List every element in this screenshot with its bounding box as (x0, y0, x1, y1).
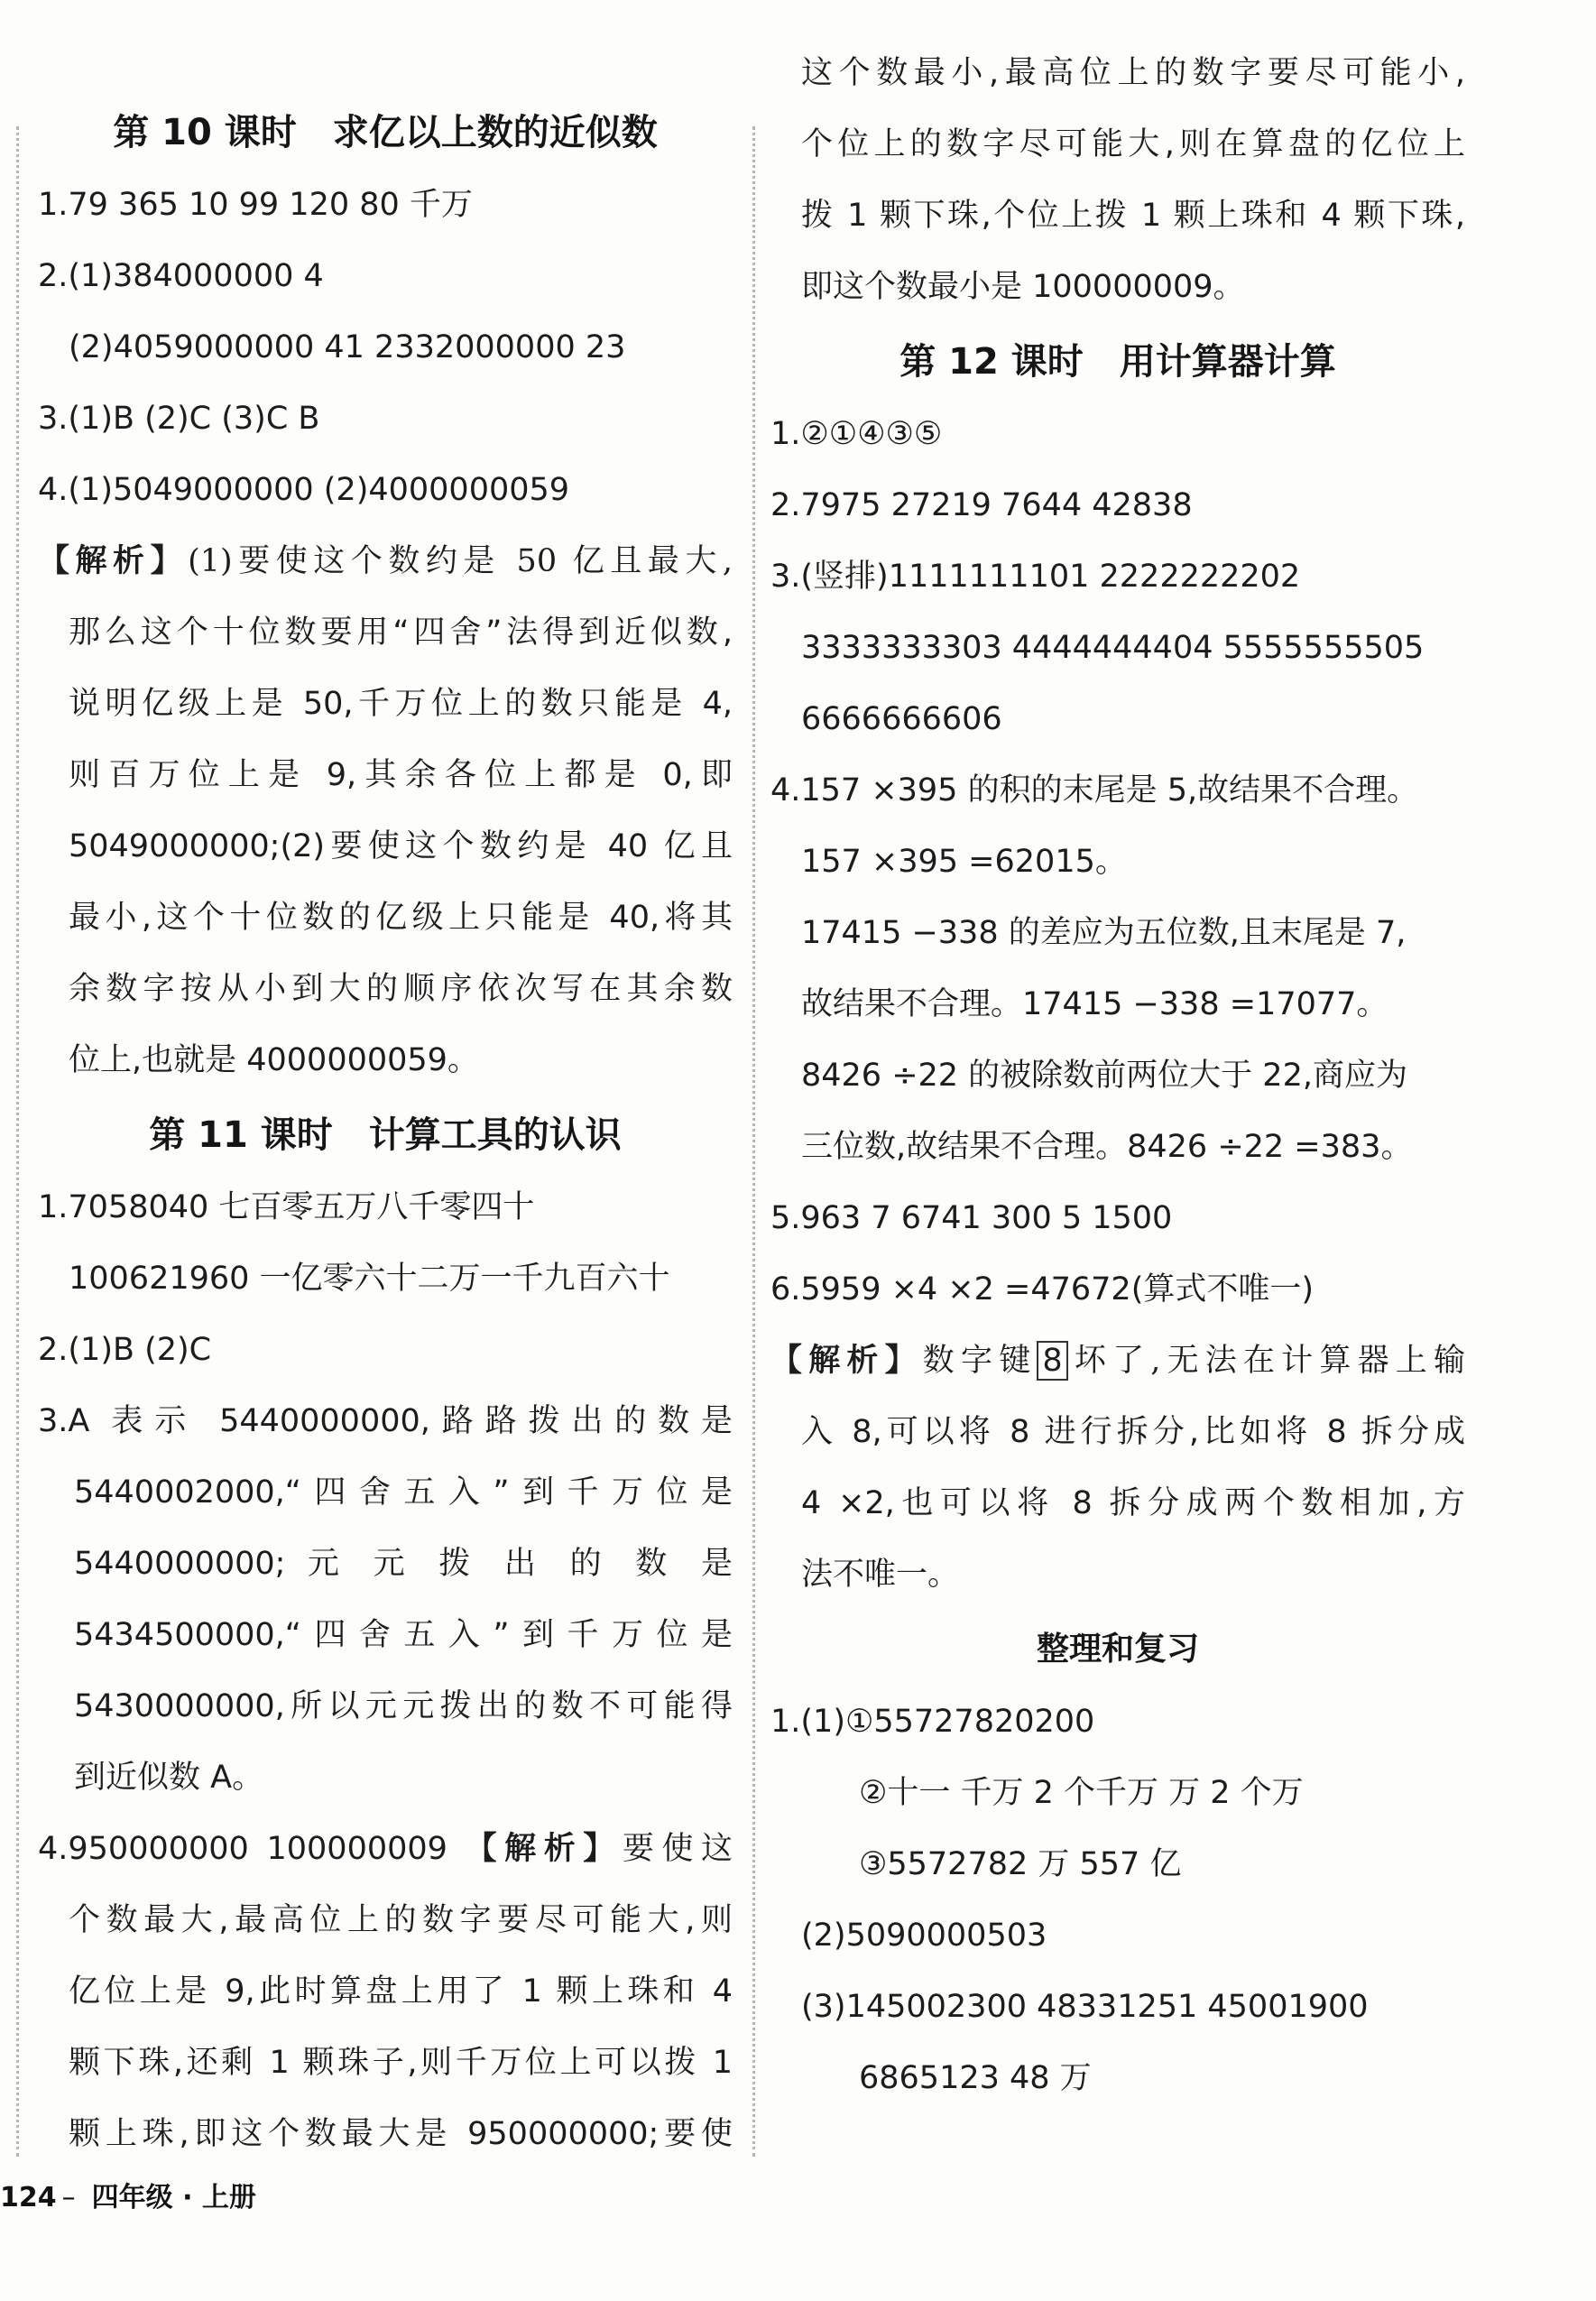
l10-explanation-line: 最小,这个十位数的亿级上只能是 40,将其 (69, 900, 733, 936)
l11-answer-1b: 100621960 一亿零六十二万一千九百六十 (69, 1261, 670, 1297)
left-margin-rule (16, 126, 19, 2157)
l12-answer-4-cont: 故结果不合理。17415 −338 =17077。 (801, 986, 1388, 1022)
lesson-11-number: 第 11 课时 (149, 1114, 333, 1156)
l12-explanation-line: 入 8,可以将 8 进行拆分,比如将 8 拆分成 (801, 1414, 1465, 1450)
explanation-tag: 【解析】 (465, 1831, 623, 1867)
l11-answer-4-numbers: 4.950000000 100000009 (38, 1831, 447, 1867)
l11-answer-4-continued: 这个数最小,最高位上的数字要尽可能小, (801, 55, 1465, 91)
l12-answer-4-cont: 157 ×395 =62015。 (801, 844, 1127, 880)
l11-answer-4-cont: 个数最大,最高位上的数字要尽可能大,则 (69, 1902, 733, 1938)
l11-answer-3-cont: 5440002000,“四舍五入”到千万位是 (74, 1474, 733, 1511)
l11-answer-3-cont: 到近似数 A。 (74, 1760, 264, 1796)
l12-answer-6: 6.5959 ×4 ×2 =47672(算式不唯一) (770, 1271, 1315, 1308)
explanation-tag: 【解析】 (38, 543, 189, 579)
l12-answer-4-cont: 三位数,故结果不合理。8426 ÷22 =383。 (801, 1129, 1413, 1165)
explanation-text: 要使这 (622, 1831, 733, 1867)
book-grade-label: 四年级 · 上册 (91, 2182, 256, 2213)
l10-explanation-line: 5049000000;(2)要使这个数约是 40 亿且 (69, 828, 733, 864)
l12-answer-4-cont: 17415 −338 的差应为五位数,且末尾是 7, (801, 915, 1407, 951)
calculator-key-8: 8 (1037, 1341, 1067, 1381)
l11-answer-4-continued: 拨 1 颗下珠,个位上拨 1 颗上珠和 4 颗下珠, (801, 198, 1465, 234)
page-number: 124 (0, 2182, 57, 2213)
l12-answer-3a: 3.(竖排)1111111101 2222222202 (770, 559, 1301, 595)
l10-answer-2a: 2.(1)384000000 4 (38, 258, 324, 294)
l12-answer-4-cont: 8426 ÷22 的被除数前两位大于 22,商应为 (801, 1058, 1407, 1094)
l12-answer-4: 4.157 ×395 的积的末尾是 5,故结果不合理。 (770, 772, 1419, 809)
l11-answer-2: 2.(1)B (2)C (38, 1332, 212, 1368)
l10-explanation-line: 说明亿级上是 50,千万位上的数只能是 4, (69, 686, 733, 722)
l11-answer-4-cont: 亿位上是 9,此时算盘上用了 1 颗上珠和 4 (69, 1973, 733, 2010)
l12-explanation-line (770, 1326, 1465, 1397)
l11-answer-4-cont: 颗下珠,还剩 1 颗珠子,则千万位上可以拨 1 (69, 2045, 733, 2081)
explanation-tag: 【解析】 (770, 1343, 923, 1379)
l10-explanation-line (38, 526, 733, 597)
l11-answer-1a: 1.7058040 七百零五万八千零四十 (38, 1189, 535, 1225)
l12-answer-3b: 3333333303 4444444404 5555555505 (801, 630, 1425, 666)
review-answer-1: 1.(1)①55727820200 (770, 1704, 1095, 1740)
l11-answer-3-cont: 5440000000; 元 元 拨 出 的 数 是 (74, 1546, 733, 1582)
explanation-text: 数字键 (922, 1343, 1038, 1379)
lesson-10-topic: 求亿以上数的近似数 (332, 112, 658, 153)
l10-explanation-line: 位上,也就是 4000000059。 (69, 1042, 479, 1078)
lesson-12-number: 第 12 课时 (899, 341, 1084, 383)
l10-explanation-line: 余数字按从小到大的顺序依次写在其余数 (69, 971, 733, 1007)
l11-answer-4 (38, 1814, 733, 1885)
l11-answer-3-cont: 5430000000,所以元元拨出的数不可能得 (74, 1688, 733, 1724)
l10-explanation-line: 那么这个十位数要用“四舍”法得到近似数, (69, 615, 733, 651)
lesson-12-title (770, 327, 1465, 397)
l11-answer-3: 3.A 表示 5440000000,路路拨出的数是 (38, 1403, 733, 1439)
lesson-11-topic: 计算工具的认识 (368, 1114, 622, 1156)
l10-answer-1: 1.79 365 10 99 120 80 千万 (38, 187, 473, 223)
l10-answer-4: 4.(1)5049000000 (2)4000000059 (38, 472, 570, 508)
l12-answer-1: 1.②①④③⑤ (770, 416, 943, 452)
l12-answer-5: 5.963 7 6741 300 5 1500 (770, 1200, 1173, 1236)
lesson-10-number: 第 10 课时 (113, 112, 297, 153)
l10-explanation-line: 则百万位上是 9,其余各位上都是 0,即 (69, 757, 733, 793)
right-column (770, 55, 1465, 2114)
review-answer-1-part2: (2)5090000503 (801, 1918, 1047, 1954)
l11-answer-4-continued: 个位上的数字尽可能大,则在算盘的亿位上 (801, 126, 1465, 162)
l11-answer-4-continued: 即这个数最小是 100000009。 (801, 269, 1245, 305)
l12-answer-3c: 6666666606 (801, 701, 1002, 737)
l11-answer-3-cont: 5434500000,“四舍五入”到千万位是 (74, 1617, 733, 1653)
review-title: 整理和复习 (1036, 1631, 1199, 1668)
left-column (38, 106, 733, 2170)
lesson-11-title (38, 1100, 733, 1170)
l12-answer-2: 2.7975 27219 7644 42838 (770, 487, 1193, 523)
l10-answer-2b: (2)4059000000 41 2332000000 23 (69, 329, 626, 365)
review-answer-1-cont: ②十一 千万 2 个千万 万 2 个万 (859, 1775, 1304, 1811)
lesson-10-title (38, 97, 733, 168)
l12-explanation-line: 4 ×2,也可以将 8 拆分成两个数相加,方 (801, 1485, 1465, 1521)
l10-answer-3: 3.(1)B (2)C (3)C B (38, 401, 320, 437)
review-answer-1-part3: (3)145002300 48331251 45001900 (801, 1989, 1369, 2025)
footer-separator: – (61, 2182, 76, 2213)
column-divider (752, 126, 755, 2157)
lesson-12-topic: 用计算器计算 (1119, 341, 1336, 383)
review-answer-1-part3-cont: 6865123 48 万 (859, 2060, 1092, 2096)
l12-explanation-line: 法不唯一。 (801, 1557, 960, 1593)
l11-answer-4-cont: 颗上珠,即这个数最大是 950000000;要使 (69, 2116, 733, 2152)
explanation-text: 坏了,无法在计算器上输 (1067, 1343, 1465, 1379)
review-answer-1-cont: ③5572782 万 557 亿 (859, 1846, 1182, 1882)
explanation-text: (1)要使这个数约是 50 亿且最大, (188, 543, 733, 579)
page-footer (0, 2175, 256, 2214)
